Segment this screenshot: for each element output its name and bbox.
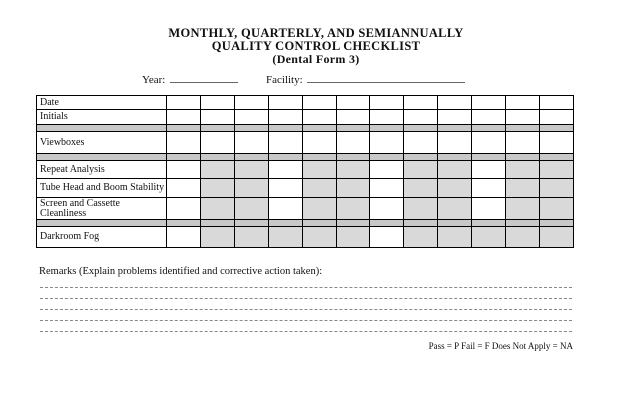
entry-cell[interactable] [539, 96, 573, 110]
separator-cell [167, 125, 201, 132]
shaded-cell [539, 161, 573, 179]
row-label: Date [37, 96, 167, 110]
shaded-cell [336, 227, 370, 248]
entry-cell[interactable] [302, 96, 336, 110]
separator-cell [539, 154, 573, 161]
entry-cell[interactable] [438, 96, 472, 110]
entry-cell[interactable] [336, 110, 370, 125]
shaded-cell [200, 179, 234, 198]
separator-cell [370, 125, 404, 132]
shaded-cell [438, 161, 472, 179]
checklist-row [37, 227, 574, 248]
separator-cell [268, 220, 302, 227]
shaded-cell [506, 227, 540, 248]
remarks-line[interactable] [40, 309, 572, 310]
entry-cell[interactable] [404, 132, 438, 154]
shaded-cell [336, 161, 370, 179]
shaded-cell [506, 161, 540, 179]
separator-cell [302, 154, 336, 161]
shaded-cell [404, 179, 438, 198]
entry-cell[interactable] [370, 227, 404, 248]
entry-cell[interactable] [472, 198, 506, 220]
checklist-row [37, 132, 574, 154]
shaded-cell [302, 161, 336, 179]
entry-cell[interactable] [167, 179, 201, 198]
separator-cell [200, 154, 234, 161]
entry-cell[interactable] [472, 110, 506, 125]
separator-cell [167, 154, 201, 161]
entry-cell[interactable] [506, 132, 540, 154]
shaded-cell [234, 198, 268, 220]
separator-cell [506, 220, 540, 227]
separator-cell [268, 125, 302, 132]
row-label: Darkroom Fog [37, 227, 167, 248]
entry-cell[interactable] [302, 110, 336, 125]
remarks-line[interactable] [40, 331, 572, 332]
entry-cell[interactable] [234, 132, 268, 154]
checklist-row [37, 198, 574, 220]
shaded-cell [302, 227, 336, 248]
remarks-label: Remarks (Explain problems identified and corrective action taken): [39, 266, 323, 277]
separator-cell [302, 220, 336, 227]
separator-cell [336, 154, 370, 161]
form-title-line-1: MONTHLY, QUARTERLY, AND SEMIANNUALLY [168, 26, 464, 40]
entry-cell[interactable] [438, 132, 472, 154]
separator-cell [200, 125, 234, 132]
row-label: Screen and Cassette Cleanliness [37, 198, 167, 220]
checklist-row [37, 110, 574, 125]
separator-cell [370, 220, 404, 227]
separator-cell [370, 154, 404, 161]
separator-cell [302, 125, 336, 132]
shaded-cell [200, 198, 234, 220]
entry-cell[interactable] [268, 110, 302, 125]
form-subtitle: (Dental Form 3) [272, 52, 360, 66]
separator-cell [472, 125, 506, 132]
checklist-row [37, 96, 574, 110]
entry-cell[interactable] [370, 110, 404, 125]
entry-cell[interactable] [200, 110, 234, 125]
entry-cell[interactable] [167, 198, 201, 220]
facility-label: Facility: [266, 74, 303, 86]
entry-cell[interactable] [167, 96, 201, 110]
shaded-cell [200, 161, 234, 179]
entry-cell[interactable] [370, 198, 404, 220]
shaded-cell [438, 179, 472, 198]
separator-cell [539, 125, 573, 132]
separator-cell [438, 154, 472, 161]
shaded-cell [302, 198, 336, 220]
entry-cell[interactable] [268, 161, 302, 179]
entry-cell[interactable] [539, 110, 573, 125]
entry-cell[interactable] [336, 132, 370, 154]
entry-cell[interactable] [234, 96, 268, 110]
separator-row [37, 220, 574, 227]
year-blank[interactable] [170, 73, 238, 83]
row-label: Initials [37, 110, 167, 125]
entry-cell[interactable] [200, 132, 234, 154]
entry-cell[interactable] [472, 179, 506, 198]
shaded-cell [539, 198, 573, 220]
shaded-cell [404, 161, 438, 179]
separator-cell [37, 220, 167, 227]
separator-cell [37, 125, 167, 132]
shaded-cell [438, 198, 472, 220]
entry-cell[interactable] [268, 132, 302, 154]
separator-cell [234, 154, 268, 161]
entry-cell[interactable] [167, 132, 201, 154]
shaded-cell [234, 161, 268, 179]
row-label: Repeat Analysis [37, 161, 167, 179]
legend: Pass = P Fail = F Does Not Apply = NA [428, 341, 573, 351]
entry-cell[interactable] [200, 96, 234, 110]
shaded-cell [234, 227, 268, 248]
shaded-cell [336, 198, 370, 220]
separator-cell [506, 125, 540, 132]
shaded-cell [472, 227, 506, 248]
entry-cell[interactable] [167, 161, 201, 179]
entry-cell[interactable] [472, 96, 506, 110]
shaded-cell [539, 227, 573, 248]
entry-cell[interactable] [506, 110, 540, 125]
entry-cell[interactable] [370, 179, 404, 198]
separator-cell [404, 220, 438, 227]
separator-cell [438, 125, 472, 132]
row-label: Tube Head and Boom Stability [37, 179, 167, 198]
shaded-cell [234, 179, 268, 198]
separator-row [37, 154, 574, 161]
separator-cell [268, 154, 302, 161]
entry-cell[interactable] [370, 132, 404, 154]
shaded-cell [336, 179, 370, 198]
separator-cell [438, 220, 472, 227]
entry-cell[interactable] [472, 132, 506, 154]
remarks-line[interactable] [40, 320, 572, 321]
separator-cell [472, 220, 506, 227]
entry-cell[interactable] [167, 227, 201, 248]
separator-cell [234, 125, 268, 132]
remarks-line[interactable] [40, 298, 572, 299]
separator-cell [539, 220, 573, 227]
entry-cell[interactable] [268, 179, 302, 198]
shaded-cell [438, 227, 472, 248]
form-title-line-2: QUALITY CONTROL CHECKLIST [211, 39, 421, 53]
separator-cell [336, 125, 370, 132]
entry-cell[interactable] [268, 96, 302, 110]
separator-cell [404, 125, 438, 132]
separator-cell [404, 154, 438, 161]
entry-cell[interactable] [472, 161, 506, 179]
checklist-table [36, 95, 574, 248]
entry-cell[interactable] [404, 96, 438, 110]
facility-field [266, 73, 465, 86]
year-label: Year: [142, 74, 166, 86]
separator-cell [472, 154, 506, 161]
separator-cell [37, 154, 167, 161]
shaded-cell [404, 227, 438, 248]
entry-cell[interactable] [539, 132, 573, 154]
entry-cell[interactable] [370, 96, 404, 110]
separator-cell [167, 220, 201, 227]
checklist-row [37, 179, 574, 198]
entry-cell[interactable] [438, 110, 472, 125]
separator-row [37, 125, 574, 132]
entry-cell[interactable] [336, 96, 370, 110]
entry-cell[interactable] [167, 110, 201, 125]
shaded-cell [404, 198, 438, 220]
checklist-row [37, 161, 574, 179]
separator-cell [200, 220, 234, 227]
entry-cell[interactable] [370, 161, 404, 179]
entry-cell[interactable] [506, 96, 540, 110]
entry-cell[interactable] [302, 132, 336, 154]
entry-cell[interactable] [268, 198, 302, 220]
shaded-cell [539, 179, 573, 198]
facility-blank[interactable] [307, 73, 465, 83]
shaded-cell [506, 198, 540, 220]
year-field [142, 73, 238, 86]
separator-cell [336, 220, 370, 227]
entry-cell[interactable] [234, 110, 268, 125]
separator-cell [234, 220, 268, 227]
shaded-cell [200, 227, 234, 248]
row-label: Viewboxes [37, 132, 167, 154]
shaded-cell [268, 227, 302, 248]
separator-cell [506, 154, 540, 161]
shaded-cell [302, 179, 336, 198]
entry-cell[interactable] [404, 110, 438, 125]
shaded-cell [506, 179, 540, 198]
remarks-line[interactable] [40, 287, 572, 288]
